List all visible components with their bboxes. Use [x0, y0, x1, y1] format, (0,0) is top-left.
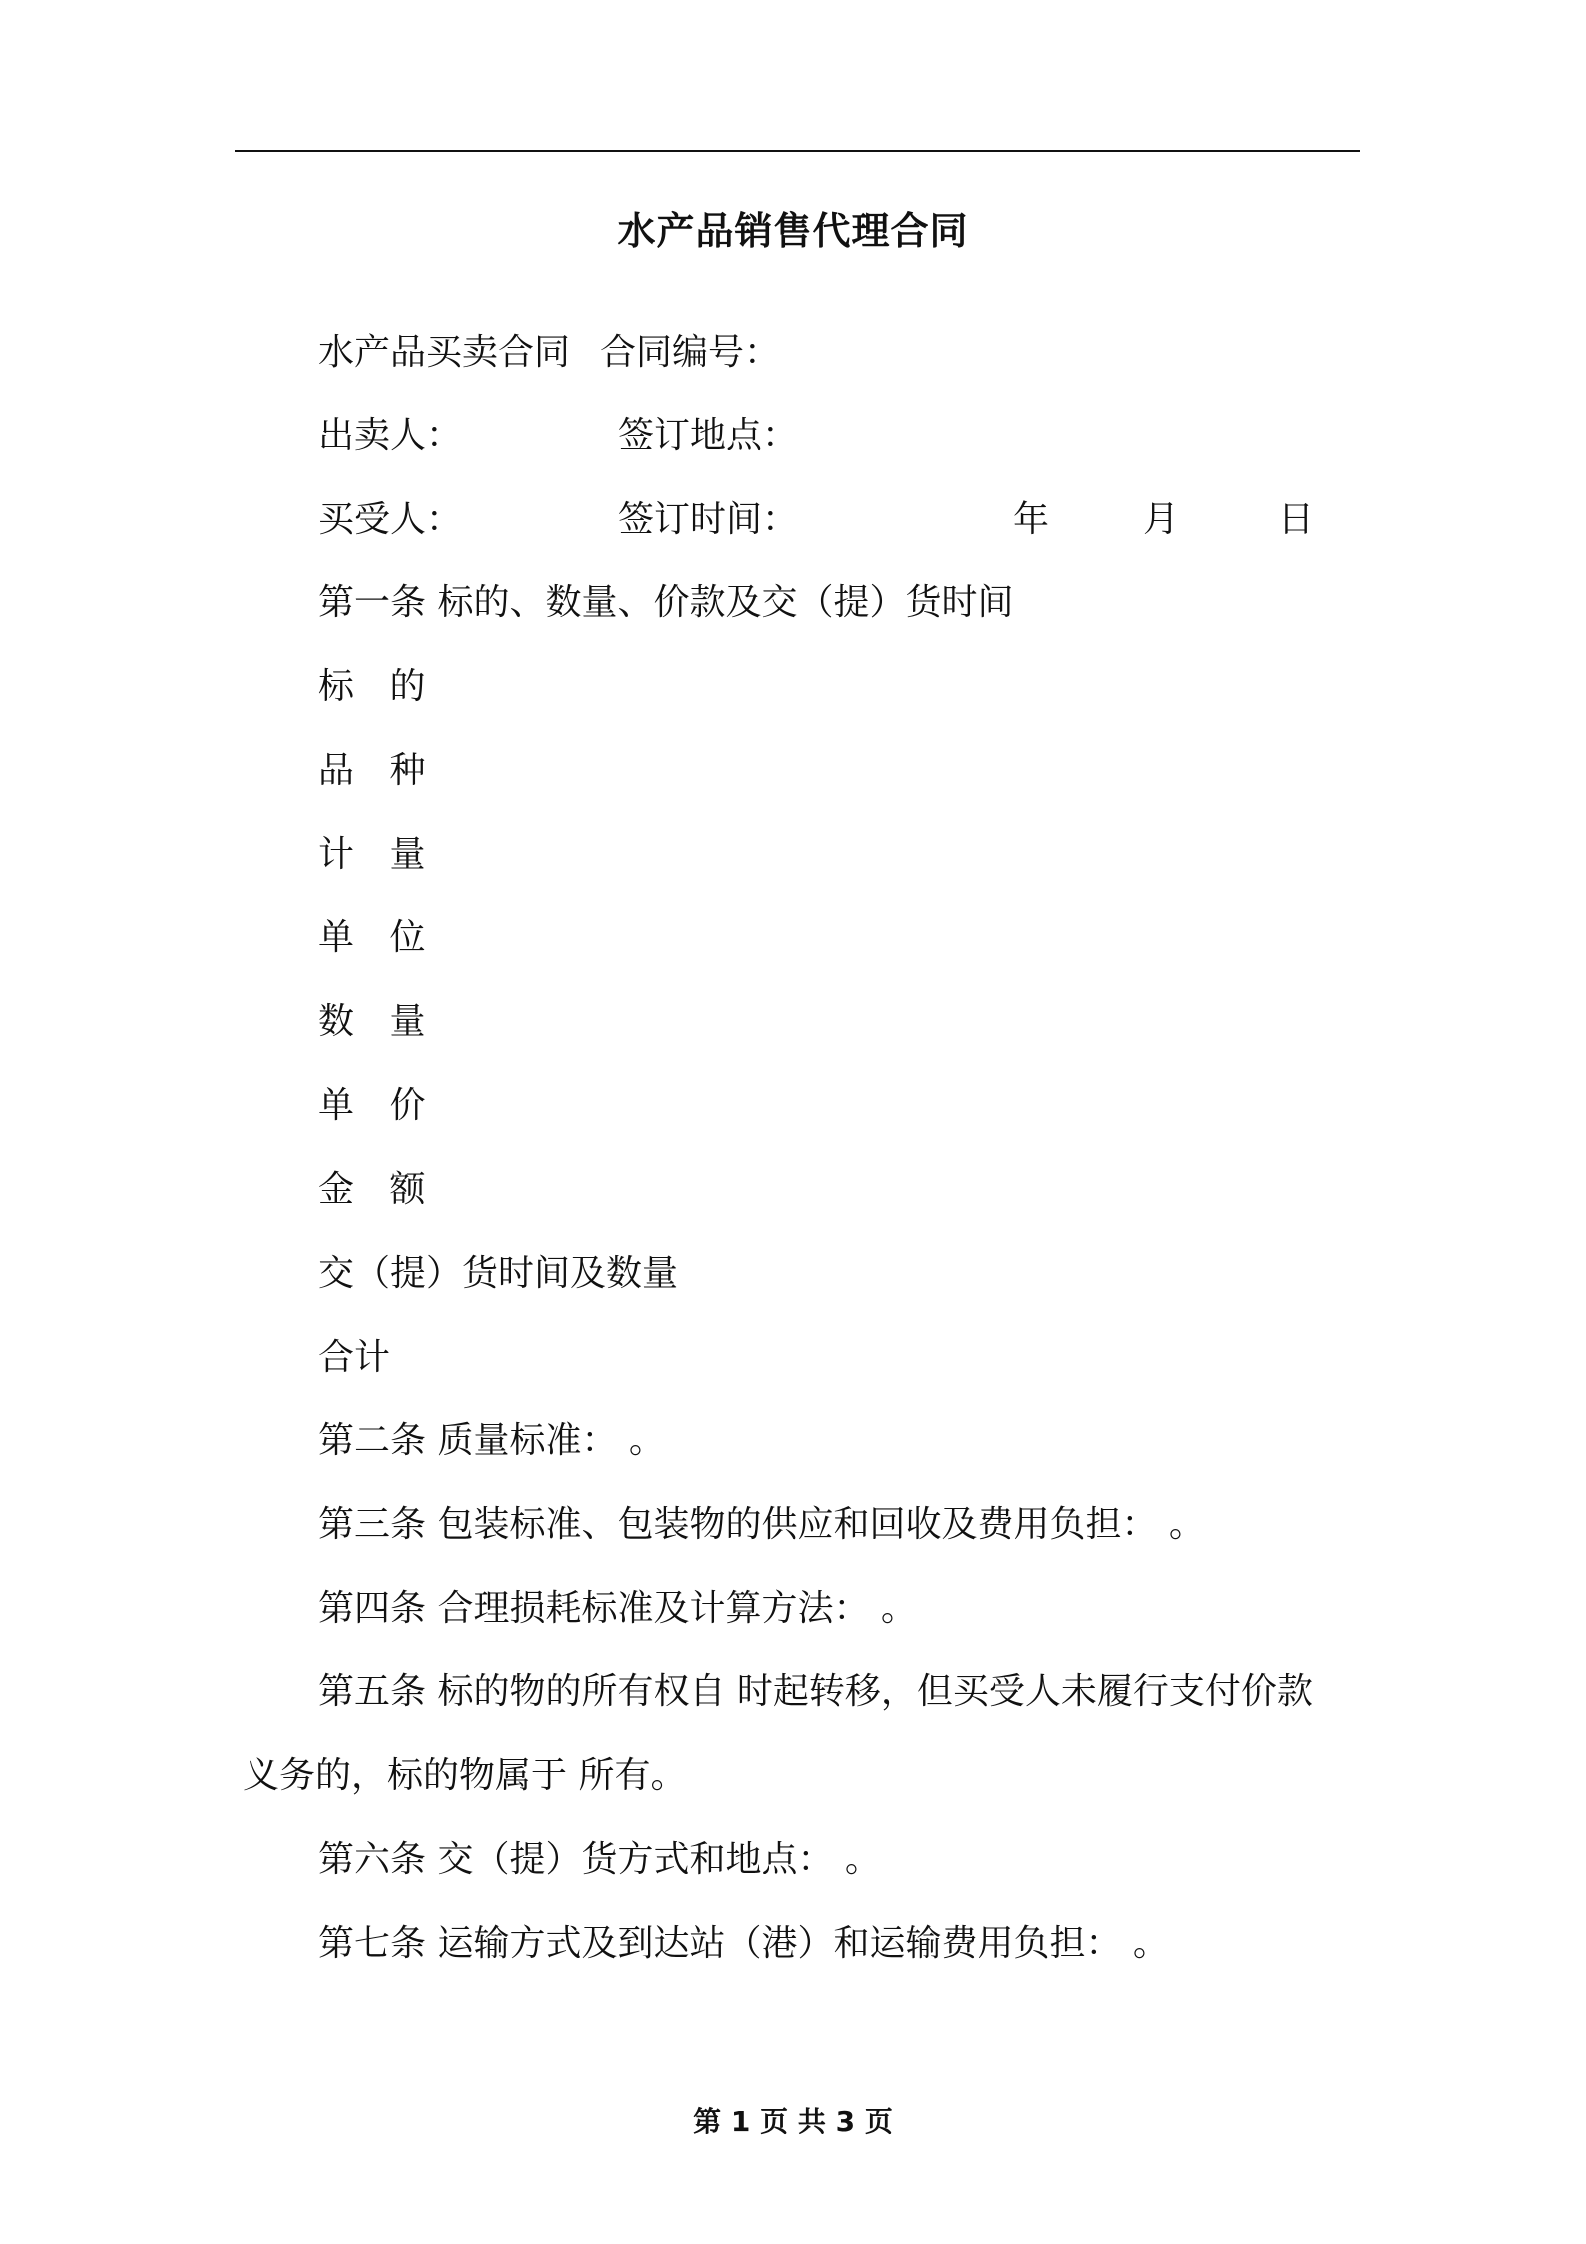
article-1-heading: 第一条 标的、数量、价款及交（提）货时间 [318, 582, 1014, 623]
article-6: 第六条 交（提）货方式和地点： 。 [318, 1839, 881, 1880]
field-subject: 标 的 [318, 666, 438, 707]
buyer-label: 买受人： [318, 499, 463, 540]
sign-place-label: 签订地点： [618, 415, 799, 456]
year-label: 年 [1013, 499, 1050, 540]
month-label: 月 [1143, 499, 1180, 540]
article-4: 第四条 合理损耗标准及计算方法： 。 [318, 1588, 917, 1629]
document-title: 水产品销售代理合同 [617, 209, 969, 253]
page-footer: 第 1 页 共 3 页 [693, 2105, 893, 2138]
article-5-line-1: 第五条 标的物的所有权自 时起转移，但买受人未履行支付价款 [318, 1671, 1313, 1712]
contract-no-label: 合同编号： [600, 332, 781, 373]
article-5-line-2: 义务的，标的物属于 所有。 [243, 1755, 687, 1796]
article-2: 第二条 质量标准： 。 [318, 1420, 665, 1461]
field-unit-price: 单 价 [318, 1085, 438, 1126]
article-7: 第七条 运输方式及到达站（港）和运输费用负担： 。 [318, 1923, 1169, 1964]
header-rule [235, 150, 1360, 152]
field-total: 合计 [318, 1337, 391, 1378]
seller-label: 出卖人： [318, 415, 463, 456]
field-amount: 金 额 [318, 1169, 438, 1210]
article-3: 第三条 包装标准、包装物的供应和回收及费用负担： 。 [318, 1504, 1205, 1545]
field-unit: 单 位 [318, 917, 438, 958]
day-label: 日 [1278, 499, 1315, 540]
sign-time-label: 签订时间： [618, 499, 799, 540]
field-variety: 品 种 [318, 750, 438, 791]
field-measure: 计 量 [318, 834, 438, 875]
field-delivery-time: 交（提）货时间及数量 [318, 1253, 679, 1294]
field-quantity: 数 量 [318, 1001, 438, 1042]
contract-name: 水产品买卖合同 [318, 332, 571, 373]
